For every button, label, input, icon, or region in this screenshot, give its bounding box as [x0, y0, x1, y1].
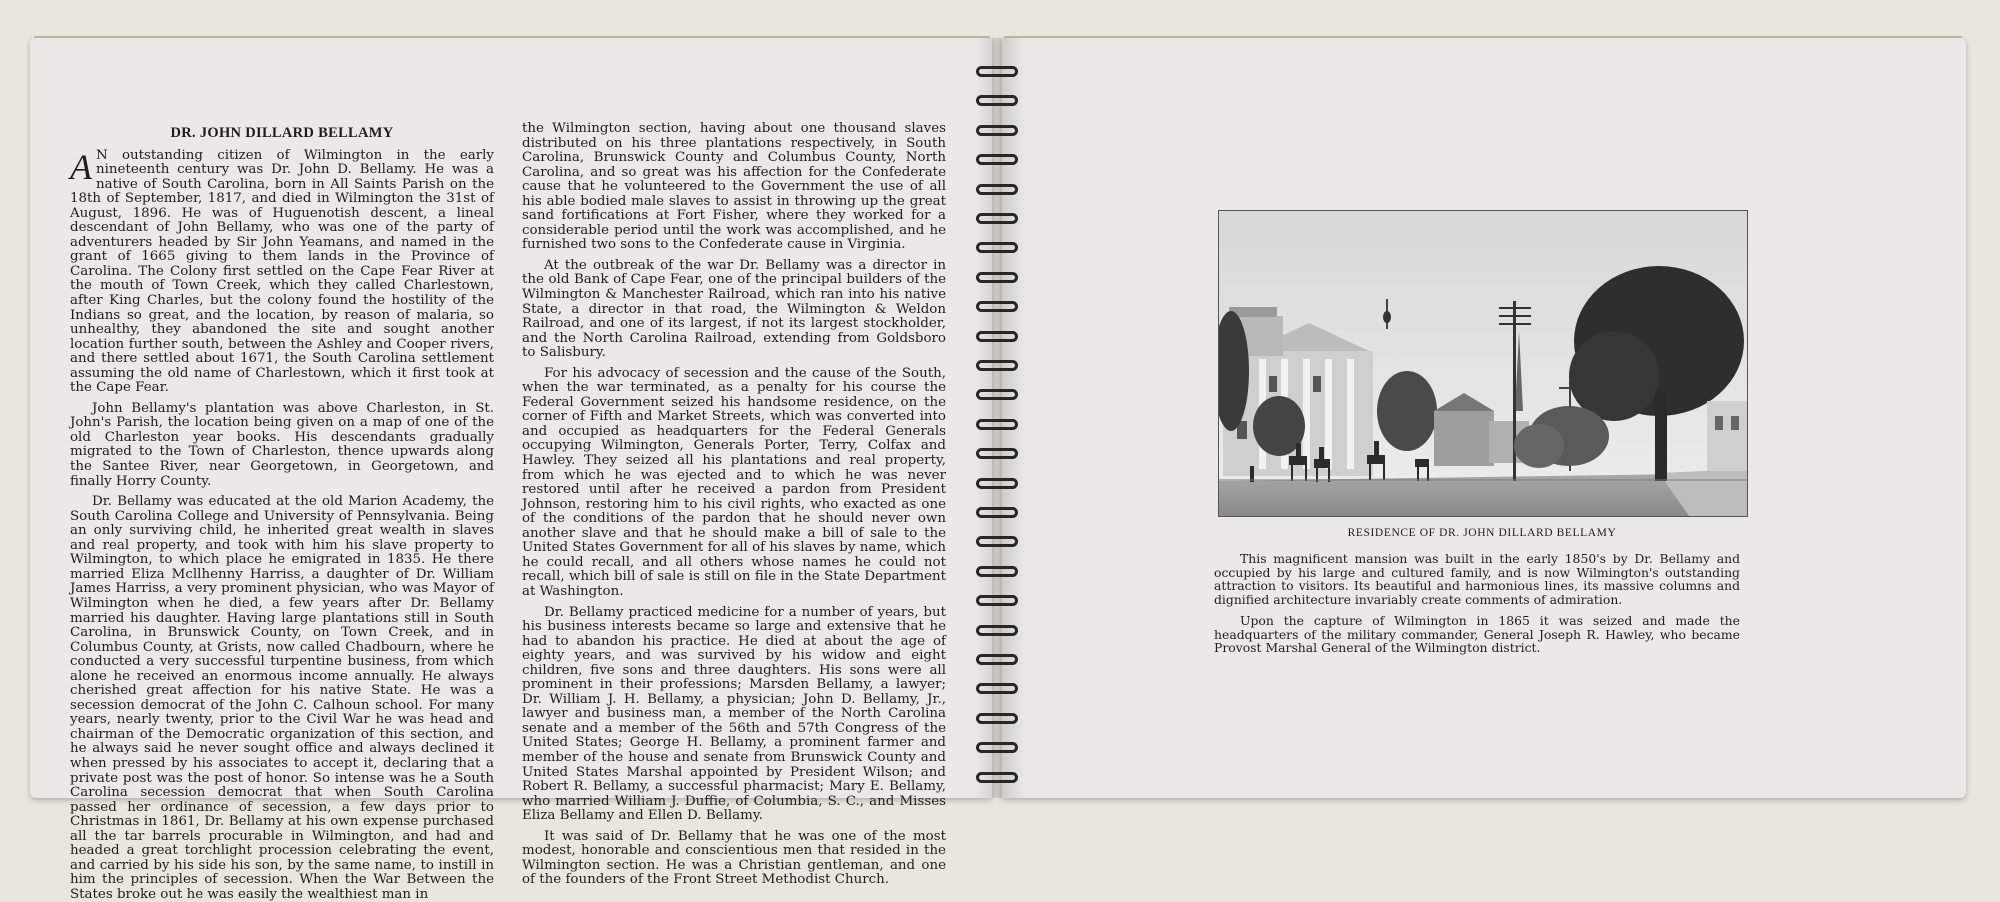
spiral-coil — [976, 331, 1018, 342]
article-paragraph: At the outbreak of the war Dr. Bellamy was a director in the old Bank of Cape Fear, one of the principal builders of the Wilmington & Manchester Railroad, which ran into his native State, a director in that road, the Wilmington & Weldon Railroad, and one of its largest, if not its largest stockholder, and the North Carolina Railroad, extending from Goldsboro to Salisbury. — [522, 257, 946, 361]
photo-description — [1214, 552, 1740, 655]
article-column-2 — [522, 122, 946, 888]
spiral-coil — [976, 595, 1018, 606]
spiral-coil — [976, 301, 1018, 312]
spiral-coil — [976, 654, 1018, 665]
spiral-coil — [976, 742, 1018, 753]
article-paragraph: Dr. Bellamy practiced medicine for a number of years, but his business interests became so large and extensive that he had to abandon his practice. He died at about the age of eighty years, and was survived by his widow and eight children, five sons and three daughters. His sons were all prominent in their professions; Marsden Bellamy, a lawyer; Dr. William J. H. Bellamy, a physician; John D. Bellamy, Jr., lawyer and business man, a member of the North Carolina senate and a member of the 56th and 57th Congress of the United States; George H. Bellamy, a prominent farmer and member of the house and senate from Brunswick County and United States Marshal appointed by President Wilson; and Robert R. Bellamy, a successful pharmacist; Mary E. Bellamy, who married William J. Duffie, of Columbia, S. C., and Misses Eliza Bellamy and Ellen D. Bellamy. — [522, 604, 946, 824]
spiral-coil — [976, 683, 1018, 694]
spiral-coil — [976, 360, 1018, 371]
spiral-coil — [976, 389, 1018, 400]
article-column-1 — [70, 122, 494, 902]
spiral-coil — [976, 536, 1018, 547]
spiral-coil — [976, 448, 1018, 459]
spiral-coil — [976, 772, 1018, 783]
spiral-coil — [976, 95, 1018, 106]
photo-caption: RESIDENCE OF DR. JOHN DILLARD BELLAMY — [1347, 527, 1617, 539]
spiral-coil — [976, 213, 1018, 224]
spiral-coil — [976, 272, 1018, 283]
description-paragraph: This magnificent mansion was built in the early 1850's by Dr. Bellamy and occupied by his large and cultured family, and is now Wilmington's outstanding attraction to visitors. Its beautiful and harmonious lines, its massive columns and dignified architecture invariably create comments of admiration. — [1214, 551, 1740, 608]
spiral-coil — [976, 713, 1018, 724]
article-paragraph: For his advocacy of secession and the cause of the South, when the war terminated, as a penalty for his course the Federal Government seized his handsome residence, on the corner of Fifth and Market Streets, which was converted into and occupied as headquarters for the Federal Generals occupying Wilmington, Generals Porter, Terry, Colfax and Hawley. They seized all his plantations and real property, from which he was ejected and to which he was never restored until after he received a pardon from President Johnson, restoring him to his civil rights, who exacted as one of the conditions of the pardon that he should never own another slave and that he should make a bill of sale to the United States Government for all of his slaves by name, which he could recall, and all others whose names he could not recall, which bill of sale is still on file in the State Department at Washington. — [522, 365, 946, 599]
spiral-coil — [976, 625, 1018, 636]
spiral-coil — [976, 154, 1018, 165]
article-paragraph: Dr. Bellamy was educated at the old Marion Academy, the South Carolina College and University of Pennsylvania. Being an only surviving child, he inherited great wealth in slaves and real property, and took with him his slave property to Wilmington, to which place he emigrated in 1835. He there married Eliza Mcllhenny Harriss, a daughter of Dr. William James Harriss, a very prominent physician, who was Mayor of Wilmington when he died, a few years after Dr. Bellamy married his daughter. Having large plantations still in South Carolina, in Brunswick County, on Town Creek, and in Columbus County, at Grists, now called Chadbourn, where he conducted a very successful turpentine business, from which alone he received an enormous income annually. He always cherished great affection for his native State. He was a secession democrat of the John C. Calhoun school. For many years, nearly twenty, prior to the Civil War he was head and chairman of the Democratic organization of this section, and he always said he never sought office and always declined it when pressed by his associates to accept it, declaring that a private post was the post of honor. So intense was he a South Carolina secession democrat that when South Carolina passed her ordinance of secession, a few days prior to Christmas in 1861, Dr. Bellamy at his own expense purchased all the tar barrels procurable in Wilmington, and had and headed a great torchlight procession celebrating the event, and carried by his side his son, by the same name, to instill in him the principles of secession. When the War Between the States broke out he was easily the wealthiest man in — [70, 494, 494, 902]
residence-photo — [1218, 210, 1748, 517]
description-paragraph: Upon the capture of Wilmington in 1865 it was seized and made the headquarters of the military commander, General Joseph R. Hawley, who became Provost Marshal General of the Wilmington district. — [1214, 612, 1740, 656]
spiral-coil — [976, 184, 1018, 195]
spiral-coil — [976, 125, 1018, 136]
article-paragraph: John Bellamy's plantation was above Charleston, in St. John's Parish, the location being given on a map of one of the old Charleston year books. His descendants gradually migrated to the Town of Charleston, thence upwards along the Santee River, near Georgetown, in Georgetown, and finally Horry County. — [70, 400, 494, 489]
spiral-coil — [976, 507, 1018, 518]
article-paragraph: It was said of Dr. Bellamy that he was one of the most modest, honorable and conscientious men that resided in the Wilmington section. He was a Christian gentleman, and one of the founders of the Front Street Methodist Church. — [522, 828, 946, 888]
drop-cap: A — [70, 146, 92, 187]
spiral-coil — [976, 66, 1018, 77]
spiral-coil — [976, 478, 1018, 489]
article-title: DR. JOHN DILLARD BELLAMY — [170, 125, 394, 141]
article-paragraph: A N outstanding citizen of Wilmington in the early nineteenth century was Dr. John D. Bellamy. He was a native of South Carolina, born in All Saints Parish on the 18th of September, 1817, and died in Wilmington the 31st of August, 1896. He was of Huguenotish descent, a lineal descendant of John Bellamy, who was one of the party of adventurers headed by Sir John Yeamans, and named in the grant of 1665 giving to them lands in the Province of Carolina. The Colony first settled on the Cape Fear River at the mouth of Town Creek, which they called Charlestown, after King Charles, but the colony found the hostility of the Indians so great, and the location, by reason of malaria, so unhealthy, they abandoned the site and sought another location further south, between the Ashley and Cooper rivers, and there settled about 1671, the South Carolina settlement assuming the old name of Charlestown, which it first took at the Cape Fear. — [70, 146, 494, 396]
spiral-coil — [976, 419, 1018, 430]
spiral-coil — [976, 242, 1018, 253]
article-paragraph: the Wilmington section, having about one thousand slaves distributed on his three plantations respectively, in South Carolina, Brunswick County and Columbus County, North Carolina, and so great was his affection for the Confederate cause that he volunteered to the Government the use of all his able bodied male slaves to assist in throwing up the great sand fortifications at Fort Fisher, where they worked for a considerable period until the work was accomplished, and he furnished two sons to the Confederate cause in Virginia. — [522, 121, 946, 253]
spiral-coil — [976, 566, 1018, 577]
